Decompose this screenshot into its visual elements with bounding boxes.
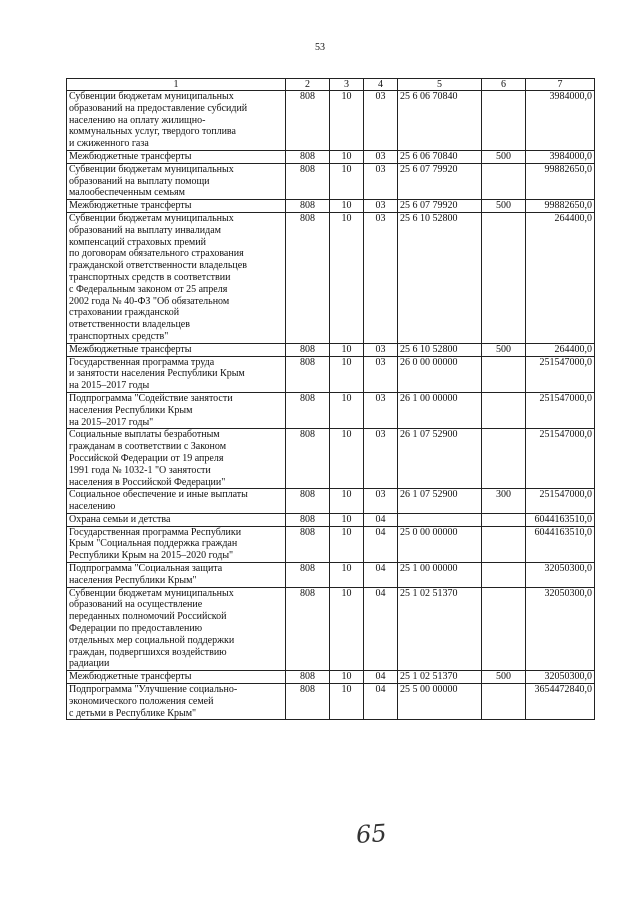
- row-name: Государственная программа Республики Крым "Социальная поддержка граждан Республики Крым на 2015–2020 годы": [67, 526, 286, 562]
- row-amount: 99882650,0: [526, 200, 595, 213]
- row-target-code: 26 1 00 00000: [398, 392, 482, 428]
- table-row: [67, 684, 595, 720]
- row-amount: 251547000,0: [526, 392, 595, 428]
- row-section-code: 10: [330, 489, 364, 514]
- row-target-code: 25 0 00 00000: [398, 526, 482, 562]
- row-ved-code: 808: [286, 513, 330, 526]
- row-expense-type: 500: [482, 671, 526, 684]
- row-target-code: 26 1 07 52900: [398, 489, 482, 514]
- row-subsection-code: 03: [364, 343, 398, 356]
- row-expense-type: [482, 91, 526, 151]
- row-expense-type: 500: [482, 200, 526, 213]
- row-amount: 264400,0: [526, 212, 595, 343]
- row-name: Субвенции бюджетам муниципальных образований на осуществление переданных полномочий Российской Федерации по предоставлению отдельных мер социальной поддержки граждан, подвергшихся воздействию радиации: [67, 587, 286, 671]
- row-target-code: 25 6 07 79920: [398, 200, 482, 213]
- budget-table: [66, 78, 595, 720]
- header-col-4: 4: [364, 79, 398, 91]
- row-subsection-code: 03: [364, 150, 398, 163]
- row-amount: 6044163510,0: [526, 513, 595, 526]
- row-expense-type: 500: [482, 343, 526, 356]
- table-row: [67, 392, 595, 428]
- row-name: Социальные выплаты безработным гражданам в соответствии с Законом Российской Федерации от 19 апреля 1991 года № 1032-1 "О занятости населения в Российской Федерации": [67, 429, 286, 489]
- row-amount: 32050300,0: [526, 587, 595, 671]
- row-target-code: 25 6 06 70840: [398, 91, 482, 151]
- row-target-code: 26 1 07 52900: [398, 429, 482, 489]
- row-name: Подпрограмма "Социальная защита населения Республики Крым": [67, 563, 286, 588]
- table-row: [67, 513, 595, 526]
- page-number: 53: [315, 42, 325, 53]
- row-section-code: 10: [330, 429, 364, 489]
- header-col-3: 3: [330, 79, 364, 91]
- table-row: [67, 200, 595, 213]
- row-name: Государственная программа труда и занятости населения Республики Крым на 2015–2017 годы: [67, 356, 286, 392]
- row-expense-type: [482, 429, 526, 489]
- row-amount: 251547000,0: [526, 429, 595, 489]
- row-ved-code: 808: [286, 671, 330, 684]
- row-target-code: 25 1 02 51370: [398, 587, 482, 671]
- handwritten-page-mark: 65: [355, 818, 388, 850]
- row-name: Межбюджетные трансферты: [67, 200, 286, 213]
- table-row: [67, 150, 595, 163]
- table-row: [67, 343, 595, 356]
- table-header-row: [67, 79, 595, 91]
- row-section-code: 10: [330, 356, 364, 392]
- row-ved-code: 808: [286, 489, 330, 514]
- row-target-code: 25 5 00 00000: [398, 684, 482, 720]
- row-name: Межбюджетные трансферты: [67, 343, 286, 356]
- row-amount: 3654472840,0: [526, 684, 595, 720]
- row-ved-code: 808: [286, 563, 330, 588]
- row-amount: 6044163510,0: [526, 526, 595, 562]
- row-target-code: 25 6 10 52800: [398, 212, 482, 343]
- row-amount: 3984000,0: [526, 91, 595, 151]
- table-row: [67, 212, 595, 343]
- row-ved-code: 808: [286, 356, 330, 392]
- table-row: [67, 356, 595, 392]
- row-subsection-code: 03: [364, 489, 398, 514]
- row-expense-type: [482, 163, 526, 199]
- row-amount: 99882650,0: [526, 163, 595, 199]
- row-amount: 32050300,0: [526, 563, 595, 588]
- row-subsection-code: 04: [364, 671, 398, 684]
- row-name: Подпрограмма "Содействие занятости населения Республики Крым на 2015–2017 годы": [67, 392, 286, 428]
- row-section-code: 10: [330, 343, 364, 356]
- row-ved-code: 808: [286, 526, 330, 562]
- row-amount: 3984000,0: [526, 150, 595, 163]
- row-amount: 32050300,0: [526, 671, 595, 684]
- header-col-7: 7: [526, 79, 595, 91]
- row-ved-code: 808: [286, 343, 330, 356]
- row-subsection-code: 03: [364, 163, 398, 199]
- table-row: [67, 489, 595, 514]
- row-amount: 251547000,0: [526, 356, 595, 392]
- header-col-6: 6: [482, 79, 526, 91]
- row-expense-type: [482, 526, 526, 562]
- row-expense-type: [482, 392, 526, 428]
- row-target-code: [398, 513, 482, 526]
- table-row: [67, 587, 595, 671]
- row-section-code: 10: [330, 587, 364, 671]
- table-row: [67, 91, 595, 151]
- row-section-code: 10: [330, 150, 364, 163]
- row-ved-code: 808: [286, 150, 330, 163]
- row-subsection-code: 03: [364, 212, 398, 343]
- row-name: Межбюджетные трансферты: [67, 671, 286, 684]
- row-name: Субвенции бюджетам муниципальных образований на выплату помощи малообеспеченным семьям: [67, 163, 286, 199]
- header-col-5: 5: [398, 79, 482, 91]
- row-name: Субвенции бюджетам муниципальных образований на выплату инвалидам компенсаций страховых премий по договорам обязательного страхования гражданской ответственности владельцев транспортных средств в соответствии с Федеральным законом от 25 апреля 2002 года № 40-ФЗ "Об обязательном страховании гражданской ответственности владельцев транспортных средств": [67, 212, 286, 343]
- row-target-code: 25 6 06 70840: [398, 150, 482, 163]
- row-ved-code: 808: [286, 392, 330, 428]
- row-amount: 264400,0: [526, 343, 595, 356]
- row-expense-type: [482, 513, 526, 526]
- table-row: [67, 563, 595, 588]
- row-subsection-code: 04: [364, 684, 398, 720]
- row-section-code: 10: [330, 91, 364, 151]
- row-subsection-code: 03: [364, 429, 398, 489]
- row-subsection-code: 03: [364, 356, 398, 392]
- row-ved-code: 808: [286, 91, 330, 151]
- row-expense-type: [482, 563, 526, 588]
- row-section-code: 10: [330, 684, 364, 720]
- row-section-code: 10: [330, 163, 364, 199]
- row-target-code: 25 6 10 52800: [398, 343, 482, 356]
- row-subsection-code: 03: [364, 392, 398, 428]
- row-section-code: 10: [330, 392, 364, 428]
- table-row: [67, 671, 595, 684]
- row-target-code: 25 6 07 79920: [398, 163, 482, 199]
- row-expense-type: [482, 587, 526, 671]
- row-subsection-code: 03: [364, 200, 398, 213]
- row-section-code: 10: [330, 671, 364, 684]
- row-expense-type: [482, 356, 526, 392]
- table-row: [67, 526, 595, 562]
- table-row: [67, 163, 595, 199]
- row-expense-type: 500: [482, 150, 526, 163]
- row-subsection-code: 04: [364, 587, 398, 671]
- row-target-code: 25 1 00 00000: [398, 563, 482, 588]
- table-row: [67, 429, 595, 489]
- row-subsection-code: 04: [364, 563, 398, 588]
- row-expense-type: [482, 212, 526, 343]
- row-subsection-code: 04: [364, 513, 398, 526]
- row-ved-code: 808: [286, 212, 330, 343]
- row-section-code: 10: [330, 526, 364, 562]
- row-ved-code: 808: [286, 684, 330, 720]
- row-section-code: 10: [330, 513, 364, 526]
- row-target-code: 26 0 00 00000: [398, 356, 482, 392]
- row-target-code: 25 1 02 51370: [398, 671, 482, 684]
- row-ved-code: 808: [286, 163, 330, 199]
- row-ved-code: 808: [286, 200, 330, 213]
- header-col-1: 1: [67, 79, 286, 91]
- row-name: Охрана семьи и детства: [67, 513, 286, 526]
- row-subsection-code: 03: [364, 91, 398, 151]
- row-expense-type: 300: [482, 489, 526, 514]
- row-ved-code: 808: [286, 429, 330, 489]
- table-body: [67, 91, 595, 720]
- row-section-code: 10: [330, 212, 364, 343]
- row-section-code: 10: [330, 200, 364, 213]
- row-name: Субвенции бюджетам муниципальных образований на предоставление субсидий населению на оплату жилищно- коммунальных услуг, твердого топлива и сжиженного газа: [67, 91, 286, 151]
- row-name: Межбюджетные трансферты: [67, 150, 286, 163]
- row-amount: 251547000,0: [526, 489, 595, 514]
- row-name: Подпрограмма "Улучшение социально- экономического положения семей с детьми в Республике Крым": [67, 684, 286, 720]
- row-ved-code: 808: [286, 587, 330, 671]
- row-name: Социальное обеспечение и иные выплаты населению: [67, 489, 286, 514]
- row-subsection-code: 04: [364, 526, 398, 562]
- row-section-code: 10: [330, 563, 364, 588]
- row-expense-type: [482, 684, 526, 720]
- header-col-2: 2: [286, 79, 330, 91]
